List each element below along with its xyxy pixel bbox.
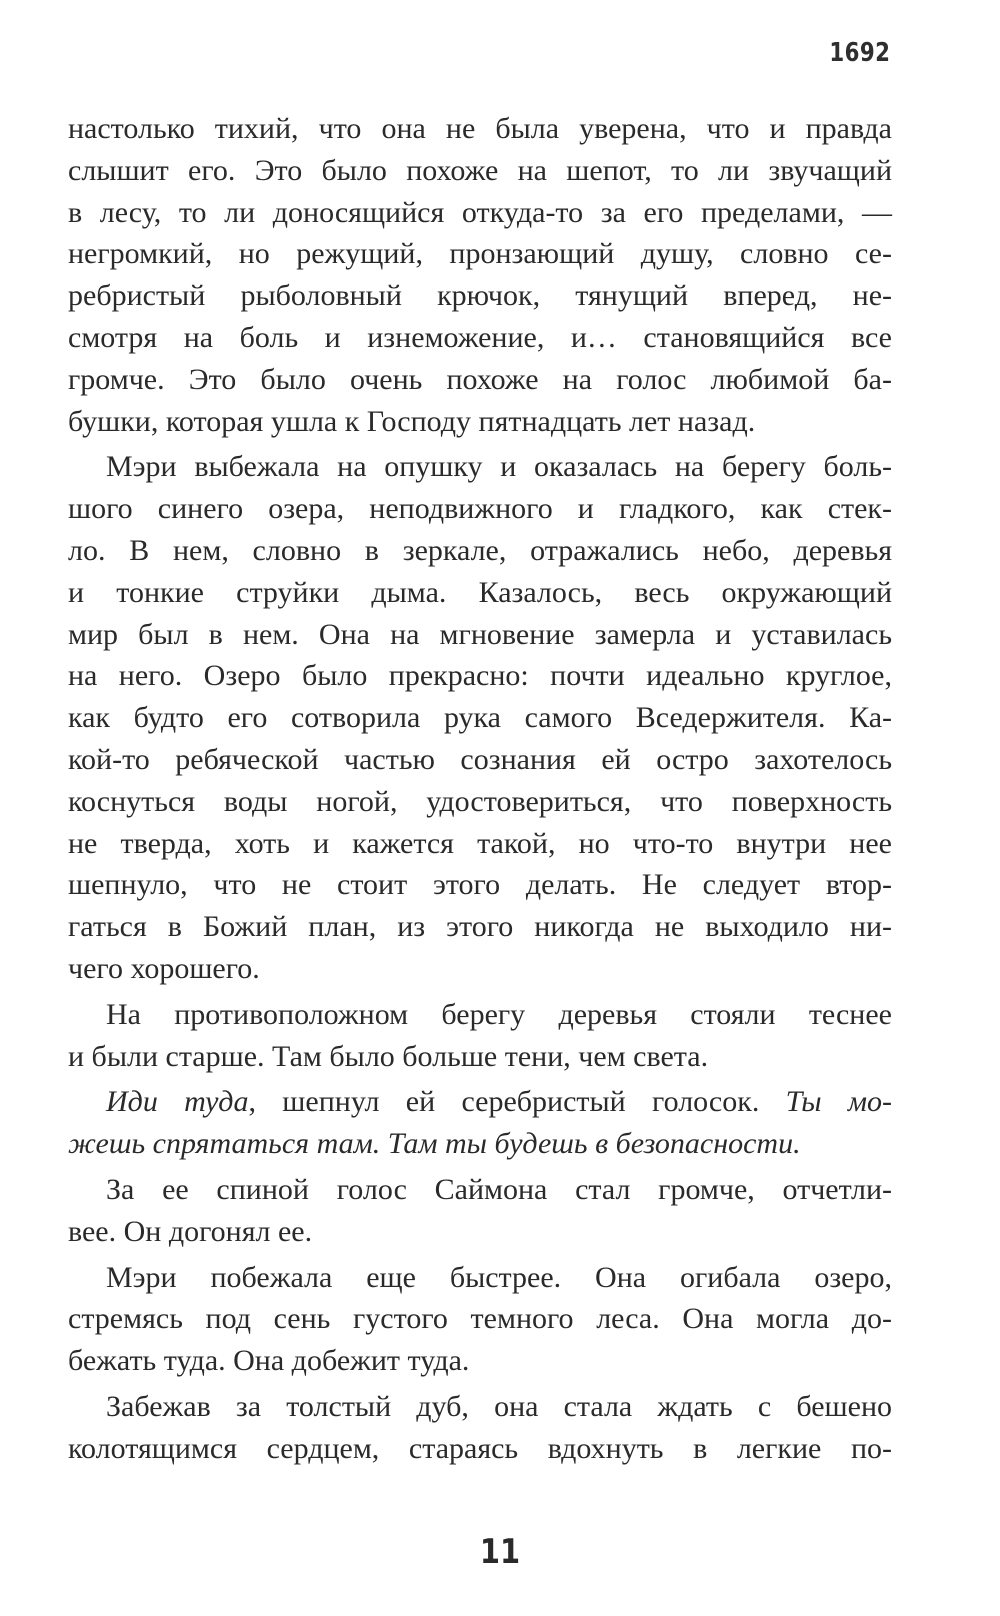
- running-head-title: 1692: [829, 38, 890, 68]
- text-line: мир был в нем. Она на мгновение замерла и уставилась: [68, 617, 892, 651]
- page-body-text: [68, 108, 892, 1470]
- roman-phrase: шепнул ей серебристый голосок.: [282, 1085, 760, 1119]
- text-line: чего хорошего.: [68, 951, 260, 985]
- text-line: не тверда, хоть и кажется такой, но что-то внутри нее: [68, 826, 892, 860]
- comma: ,: [248, 1085, 256, 1119]
- page-number: 11: [479, 1532, 521, 1572]
- text-line: вее. Он догонял ее.: [68, 1214, 313, 1248]
- text-line-mixed: [68, 1081, 892, 1123]
- italic-phrase: Иди туда: [106, 1085, 249, 1119]
- text-line: Мэри выбежала на опушку и оказалась на берегу боль-: [106, 450, 892, 484]
- text-line: смотря на боль и изнеможение, и… становящийся все: [68, 320, 892, 354]
- text-line: шого синего озера, неподвижного и гладкого, как стек-: [68, 492, 892, 526]
- italic-phrase: Ты мо-: [785, 1085, 893, 1119]
- text-line: гаться в Божий план, из этого никогда не выходило ни-: [68, 910, 892, 944]
- text-line: бушки, которая ушла к Господу пятнадцать лет назад.: [68, 404, 756, 438]
- text-line: ребристый рыболовный крючок, тянущий вперед, не-: [68, 279, 892, 313]
- text-line: Мэри побежала еще быстрее. Она огибала озеро,: [106, 1260, 892, 1294]
- text-line: шепнуло, что не стоит этого делать. Не следует втор-: [68, 868, 892, 902]
- text-line: ло. В нем, словно в зеркале, отражались небо, деревья: [68, 533, 892, 567]
- text-line: кой-то ребяческой частью сознания ей остро захотелось: [68, 742, 892, 776]
- text-line: громче. Это было очень похоже на голос любимой ба-: [68, 362, 892, 396]
- text-line: настолько тихий, что она не была уверена, что и правда: [68, 112, 892, 145]
- text-line: как будто его сотворила рука самого Вседержителя. Ка-: [68, 701, 892, 735]
- text-line: на него. Озеро было прекрасно: почти идеально круглое,: [68, 659, 892, 693]
- text-line: За ее спиной голос Саймона стал громче, отчетли-: [106, 1172, 892, 1206]
- text-line: и были старше. Там было больше тени, чем света.: [68, 1039, 709, 1073]
- text-line: стремясь под сень густого темного леса. Она могла до-: [68, 1302, 892, 1336]
- text-line: слышит его. Это было похоже на шепот, то ли звучащий: [68, 153, 892, 187]
- text-line: коснуться воды ногой, удостовериться, что поверхность: [68, 784, 892, 818]
- text-line: негромкий, но режущий, пронзающий душу, словно се-: [68, 237, 892, 271]
- text-line: Забежав за толстый дуб, она стала ждать с бешено: [106, 1389, 892, 1423]
- text-line: жешь спрятаться там. Там ты будешь в безопасности.: [68, 1127, 801, 1161]
- text-line: в лесу, то ли доносящийся откуда-то за его пределами, —: [68, 195, 892, 229]
- text-line: и тонкие струйки дыма. Казалось, весь окружающий: [68, 575, 892, 609]
- text-line: колотящимся сердцем, стараясь вдохнуть в легкие по-: [68, 1431, 892, 1465]
- text-line: На противоположном берегу деревья стояли теснее: [106, 997, 892, 1031]
- text-line: бежать туда. Она добежит туда.: [68, 1344, 470, 1378]
